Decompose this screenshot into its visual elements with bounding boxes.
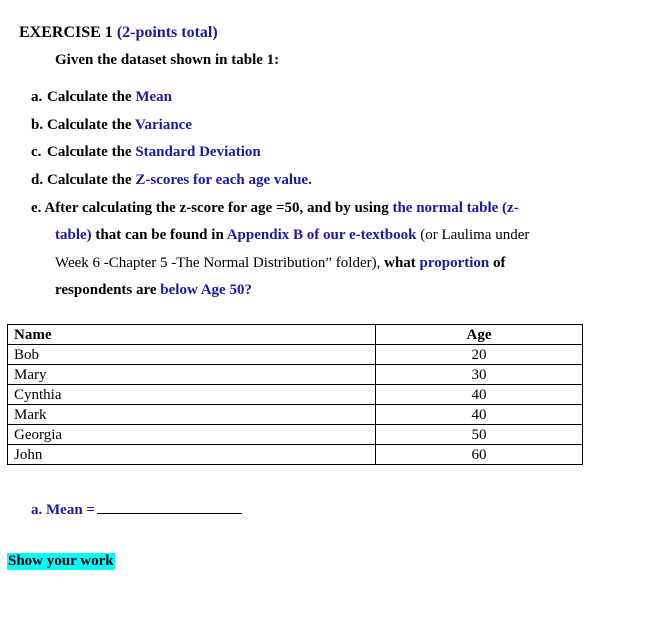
task-e-text: Week 6 -Chapter 5 -The Normal Distribution” folder), — [55, 255, 385, 271]
task-e-highlight: proportion — [419, 255, 490, 271]
task-label: c. — [31, 144, 42, 160]
dataset-table — [7, 324, 583, 465]
cell-age: 40 — [376, 405, 583, 425]
exercise-points: (2-points total) — [116, 24, 218, 41]
task-e-highlight: below Age 50? — [160, 282, 252, 298]
table-row — [8, 365, 583, 385]
task-label: e. — [31, 200, 42, 216]
task-e-text: of — [489, 255, 506, 271]
task-d — [31, 172, 312, 189]
exercise-intro: Given the dataset shown in table 1: — [55, 52, 280, 68]
cell-age: 40 — [376, 385, 583, 405]
mean-answer-blank[interactable] — [97, 498, 242, 514]
mean-answer-label: a. Mean = — [31, 502, 95, 518]
task-prefix: Calculate the — [47, 172, 136, 188]
task-e-line-4 — [55, 282, 252, 299]
table-row — [8, 345, 583, 365]
table-row — [8, 405, 583, 425]
task-highlight: Z-scores for each age value. — [135, 172, 312, 188]
cell-age: 60 — [376, 445, 583, 465]
task-b — [31, 117, 192, 134]
task-e-text: respondents are — [55, 282, 161, 298]
task-e-highlight: Appendix B of our e-textbook — [226, 227, 417, 243]
cell-age: 50 — [376, 425, 583, 445]
task-e-text: (or Laulima under — [416, 227, 530, 243]
task-e-line-2 — [55, 227, 529, 244]
cell-age: 20 — [376, 345, 583, 365]
task-e-text: that can be found in — [91, 227, 227, 243]
table-row — [8, 425, 583, 445]
task-prefix: Calculate the — [47, 144, 136, 160]
task-e-text: what — [384, 255, 420, 271]
exercise-title — [19, 24, 218, 42]
task-label: a. — [31, 89, 43, 105]
task-label: d. — [31, 172, 44, 188]
task-e-text: After calculating the z-score for age =50, and by using — [44, 200, 393, 216]
column-header-name: Name — [8, 325, 376, 345]
cell-name: Bob — [8, 345, 376, 365]
table-header-row — [8, 325, 583, 345]
mean-answer — [31, 498, 242, 519]
exercise-title-text: EXERCISE 1 — [19, 24, 113, 41]
table-row — [8, 385, 583, 405]
task-c — [31, 144, 261, 161]
cell-name: Georgia — [8, 425, 376, 445]
column-header-age: Age — [376, 325, 583, 345]
table-row — [8, 445, 583, 465]
task-e-highlight: the normal table (z- — [392, 200, 519, 216]
task-prefix: Calculate the — [47, 89, 136, 105]
task-highlight: Mean — [135, 89, 172, 105]
cell-name: Mark — [8, 405, 376, 425]
cell-name: Cynthia — [8, 385, 376, 405]
cell-age: 30 — [376, 365, 583, 385]
task-highlight: Standard Deviation — [135, 144, 261, 160]
task-e-line-3 — [55, 255, 506, 272]
cell-name: John — [8, 445, 376, 465]
task-label: b. — [31, 117, 44, 133]
task-highlight: Variance — [135, 117, 192, 133]
task-prefix: Calculate the — [47, 117, 136, 133]
task-e-line-1 — [31, 200, 519, 217]
task-a — [31, 89, 172, 106]
task-e-highlight: table) — [55, 227, 92, 243]
cell-name: Mary — [8, 365, 376, 385]
show-work-highlight: Show your work — [8, 553, 114, 569]
